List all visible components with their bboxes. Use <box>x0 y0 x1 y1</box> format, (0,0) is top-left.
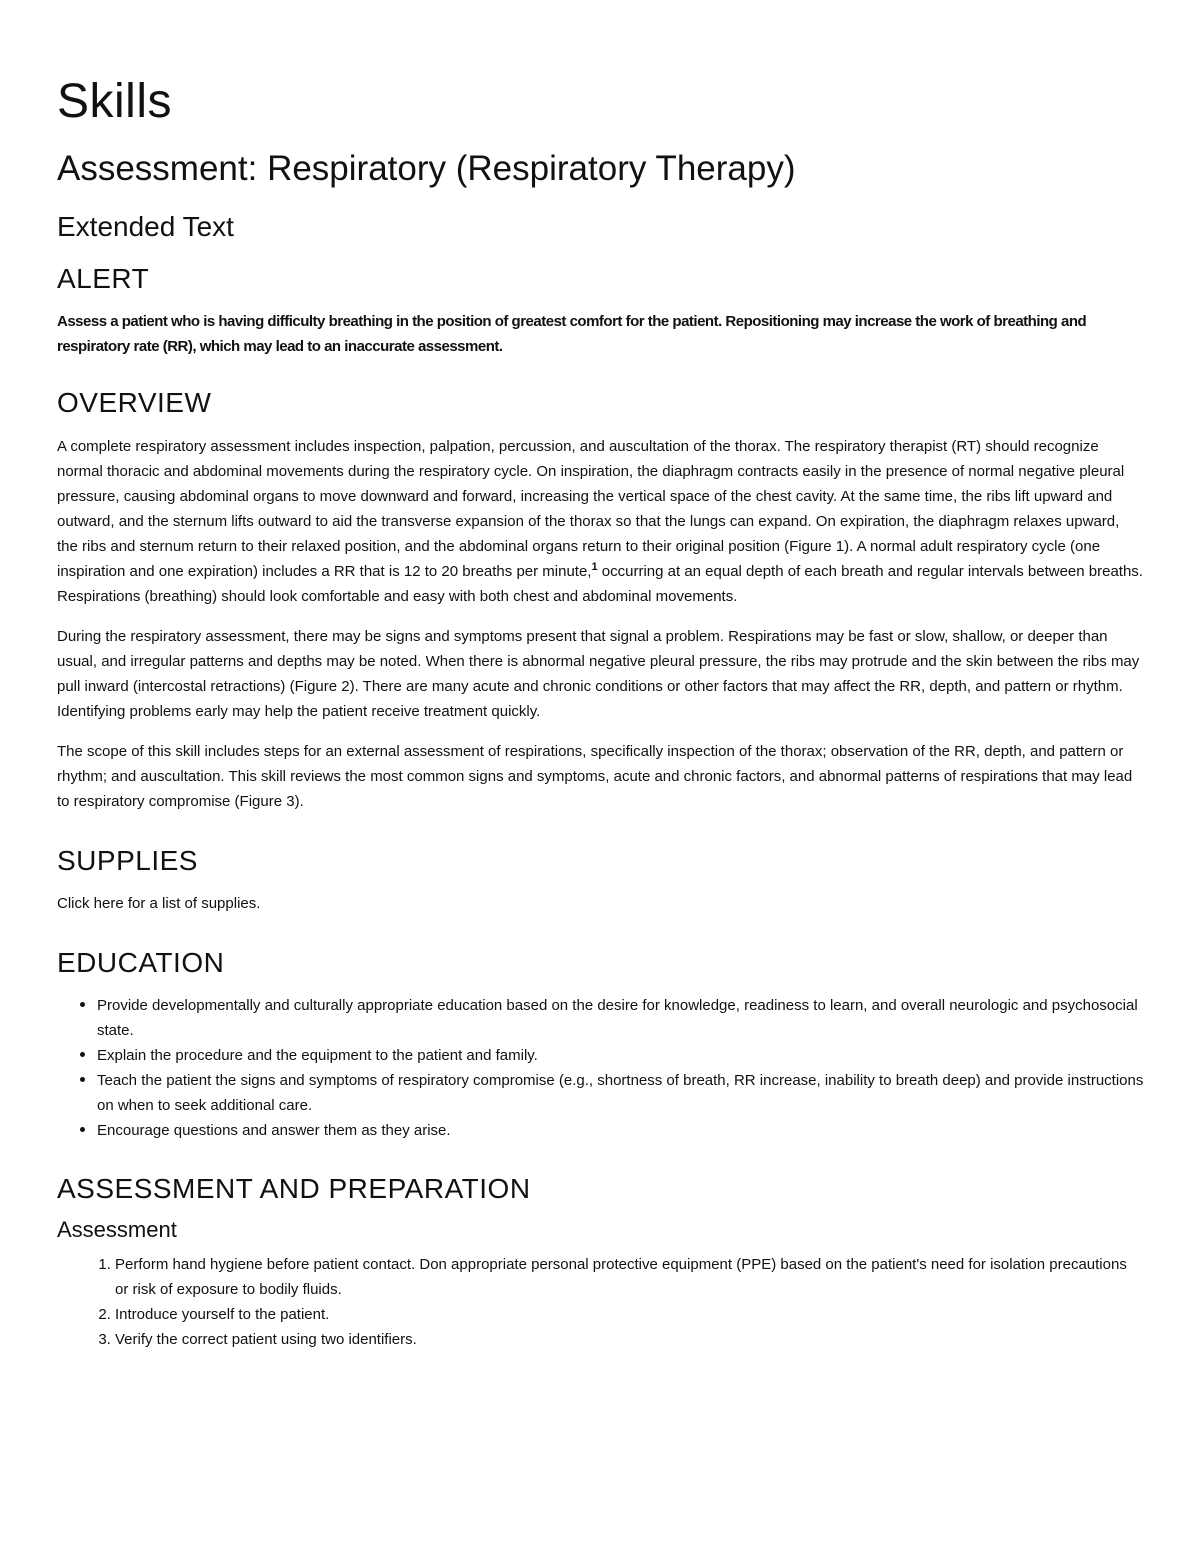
list-item: 2. Introduce yourself to the patient. <box>115 1302 1144 1327</box>
list-item: Provide developmentally and culturally appropriate education based on the desire for knowledge, readiness to learn, and overall neurologic and psychosocial state. <box>80 993 1144 1043</box>
overview-paragraph-1 <box>57 434 1144 609</box>
overview-p1-text: A complete respiratory assessment includes inspection, palpation, percussion, and auscultation of the thorax. The respiratory therapist (RT) should recognize normal thoracic and abdominal movements during the respiratory cycle. On inspiration, the diaphragm contracts easily in the presence of normal negative pleural pressure, causing abdominal organs to move downward and forward, increasing the vertical space of the chest cavity. At the same time, the ribs lift upward and outward, and the sternum lifts outward to aid the transverse expansion of the thorax so that the lungs can expand. On expiration, the diaphragm relaxes upward, the ribs and sternum return to their relaxed position, and the abdominal organs return to their original position (Figure 1). A normal adult respiratory cycle (one inspiration and one expiration) includes a RR that is 12 to 20 breaths per minute, <box>57 437 1125 580</box>
alert-heading: ALERT <box>57 263 150 295</box>
assessment-steps-list <box>57 1252 1144 1352</box>
supplies-heading: SUPPLIES <box>57 844 198 876</box>
assessment-preparation-heading: ASSESSMENT AND PREPARATION <box>57 1172 531 1204</box>
footnote-reference[interactable]: 1 <box>591 560 598 573</box>
overview-p1-text-cont: occurring at an equal depth of each breath and regular intervals between breaths. Respirations (breathing) should look comfortable and easy with both chest and abdominal movements. <box>57 562 1143 605</box>
assessment-subheading: Assessment <box>57 1217 177 1243</box>
alert-text: Assess a patient who is having difficulty breathing in the position of greatest comfort for the patient. Repositioning may increase the work of breathing and respiratory rate (RR), which may lead to an inaccurate assessment. <box>57 313 1087 356</box>
supplies-link[interactable]: Click here for a list of supplies. <box>57 894 261 912</box>
overview-paragraph-3: The scope of this skill includes steps for an external assessment of respirations, specifically inspection of the thorax; observation of the RR, depth, and pattern or rhythm; and auscultation. This skill reviews the most common signs and symptoms, acute and chronic factors, and abnormal patterns of respirations that may lead to respiratory compromise (Figure 3). <box>57 742 1133 810</box>
page-title: Skills <box>57 75 173 128</box>
list-item: Encourage questions and answer them as they arise. <box>80 1118 1144 1143</box>
education-list <box>57 993 1144 1143</box>
bullet-icon <box>80 1002 85 1007</box>
extended-text-heading: Extended Text <box>57 211 234 243</box>
bullet-icon <box>80 1052 85 1057</box>
overview-paragraph-2: During the respiratory assessment, there may be signs and symptoms present that signal a problem. Respirations may be fast or slow, shallow, or deeper than usual, and irregular patterns and depths may be noted. When there is abnormal negative pleural pressure, the ribs may protrude and the skin between the ribs may pull inward (intercostal retractions) (Figure 2). There are many acute and chronic conditions or other factors that may affect the RR, depth, and pattern or rhythm. Identifying problems early may help the patient receive treatment quickly. <box>57 627 1140 720</box>
list-item: 3. Verify the correct patient using two identifiers. <box>115 1327 1144 1352</box>
bullet-icon <box>80 1077 85 1082</box>
list-item: Teach the patient the signs and symptoms of respiratory compromise (e.g., shortness of breath, RR increase, inability to breath deep) and provide instructions on when to seek additional care. <box>80 1068 1144 1118</box>
list-item: Explain the procedure and the equipment to the patient and family. <box>80 1043 1144 1068</box>
bullet-icon <box>80 1127 85 1132</box>
supplies-paragraph <box>57 891 1144 916</box>
overview-heading: OVERVIEW <box>57 387 212 419</box>
skill-title: Assessment: Respiratory (Respiratory Therapy) <box>57 148 796 188</box>
list-item: 1. Perform hand hygiene before patient contact. Don appropriate personal protective equipment (PPE) based on the patient's need for isolation precautions or risk of exposure to bodily fluids. <box>115 1252 1144 1302</box>
education-heading: EDUCATION <box>57 946 225 978</box>
